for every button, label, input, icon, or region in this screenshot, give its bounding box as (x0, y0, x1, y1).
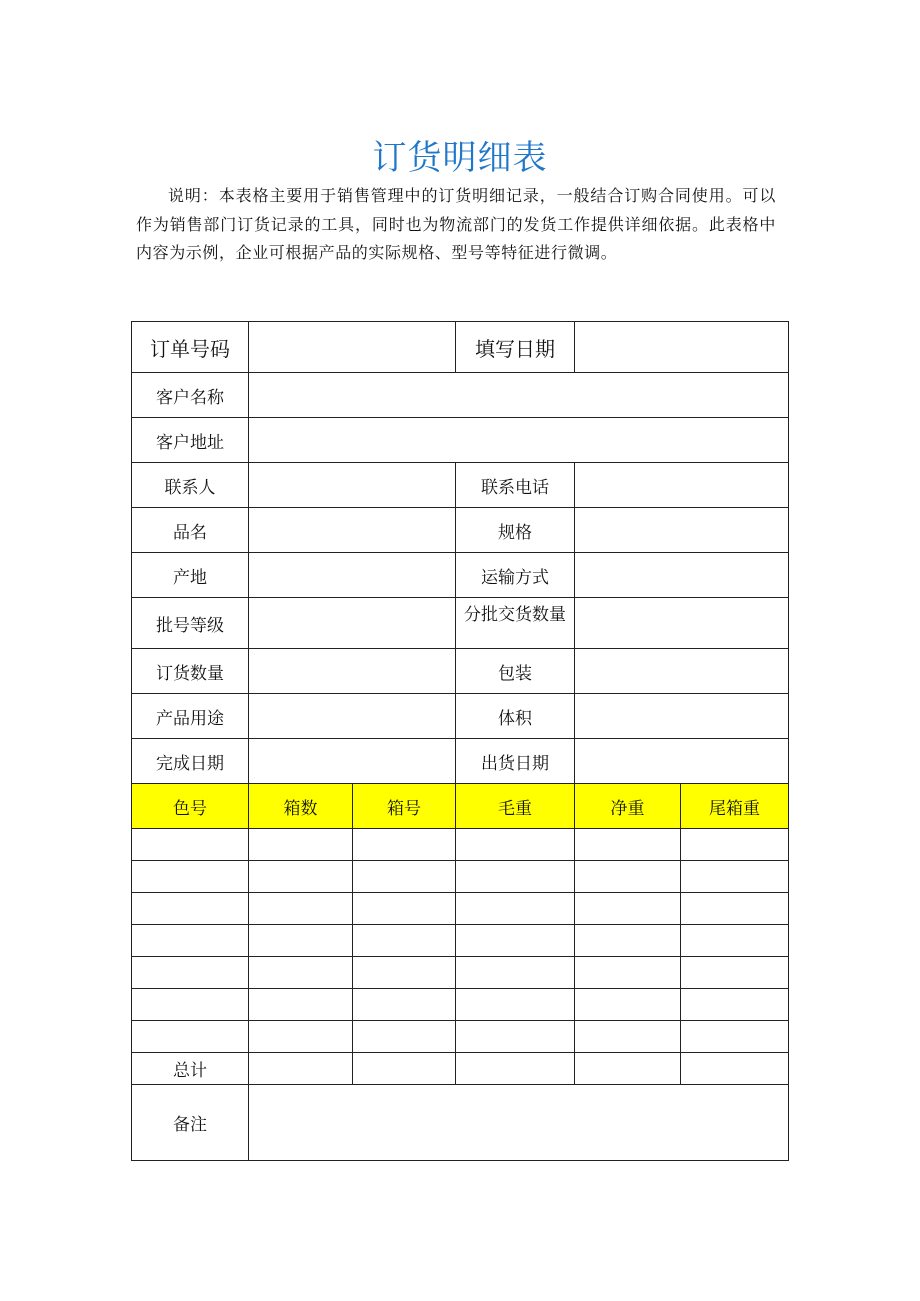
detail-cell[interactable] (681, 957, 789, 989)
total-cell[interactable] (681, 1053, 789, 1085)
detail-cell[interactable] (132, 829, 249, 861)
detail-cell[interactable] (353, 893, 456, 925)
contact-phone-label: 联系电话 (456, 463, 575, 508)
detail-cell[interactable] (353, 989, 456, 1021)
detail-row (132, 829, 789, 861)
detail-cell[interactable] (575, 1021, 681, 1053)
detail-cell[interactable] (575, 829, 681, 861)
column-header: 箱数 (249, 784, 353, 829)
column-header: 箱号 (353, 784, 456, 829)
total-label: 总计 (132, 1053, 249, 1085)
ship-date-label: 出货日期 (456, 739, 575, 784)
completion-date-field[interactable] (249, 739, 456, 784)
detail-cell[interactable] (132, 957, 249, 989)
detail-row (132, 893, 789, 925)
total-row (132, 1053, 789, 1085)
detail-cell[interactable] (575, 957, 681, 989)
ship-date-field[interactable] (575, 739, 789, 784)
shipping-method-field[interactable] (575, 553, 789, 598)
detail-cell[interactable] (575, 861, 681, 893)
detail-cell[interactable] (575, 893, 681, 925)
column-header: 净重 (575, 784, 681, 829)
detail-cell[interactable] (249, 893, 353, 925)
batch-grade-field[interactable] (249, 598, 456, 649)
detail-cell[interactable] (132, 989, 249, 1021)
detail-cell[interactable] (681, 829, 789, 861)
detail-cell[interactable] (132, 925, 249, 957)
detail-cell[interactable] (681, 989, 789, 1021)
batch-grade-label: 批号等级 (132, 598, 249, 649)
detail-cell[interactable] (353, 957, 456, 989)
detail-cell[interactable] (132, 893, 249, 925)
customer-address-label: 客户地址 (132, 418, 249, 463)
detail-cell[interactable] (353, 829, 456, 861)
detail-cell[interactable] (353, 925, 456, 957)
customer-name-label: 客户名称 (132, 373, 249, 418)
packaging-label: 包装 (456, 649, 575, 694)
detail-cell[interactable] (249, 925, 353, 957)
detail-cell[interactable] (456, 989, 575, 1021)
detail-cell[interactable] (353, 1021, 456, 1053)
total-cell[interactable] (249, 1053, 353, 1085)
detail-cell[interactable] (681, 925, 789, 957)
contact-person-label: 联系人 (132, 463, 249, 508)
detail-header-row (132, 784, 789, 829)
order-qty-label: 订货数量 (132, 649, 249, 694)
shipping-method-label: 运输方式 (456, 553, 575, 598)
detail-cell[interactable] (456, 829, 575, 861)
volume-field[interactable] (575, 694, 789, 739)
detail-cell[interactable] (681, 1021, 789, 1053)
detail-cell[interactable] (456, 957, 575, 989)
detail-row (132, 861, 789, 893)
total-cell[interactable] (353, 1053, 456, 1085)
spec-label: 规格 (456, 508, 575, 553)
order-number-field[interactable] (249, 322, 456, 373)
origin-label: 产地 (132, 553, 249, 598)
column-header: 尾箱重 (681, 784, 789, 829)
product-name-field[interactable] (249, 508, 456, 553)
usage-label: 产品用途 (132, 694, 249, 739)
detail-row (132, 957, 789, 989)
detail-cell[interactable] (456, 925, 575, 957)
origin-field[interactable] (249, 553, 456, 598)
order-number-label: 订单号码 (132, 322, 249, 373)
description: 说明：本表格主要用于销售管理中的订货明细记录，一般结合订购合同使用。可以作为销售部门订货记录的工具，同时也为物流部门的发货工作提供详细依据。此表格中内容为示例，企业可根据产品的实际规格、型号等特征进行微调。 (136, 186, 776, 262)
batch-delivery-qty-label: 分批交货数量 (456, 598, 575, 649)
column-header: 毛重 (456, 784, 575, 829)
detail-cell[interactable] (353, 861, 456, 893)
order-detail-table (131, 321, 789, 1161)
usage-field[interactable] (249, 694, 456, 739)
detail-cell[interactable] (681, 893, 789, 925)
detail-cell[interactable] (249, 861, 353, 893)
detail-cell[interactable] (681, 861, 789, 893)
volume-label: 体积 (456, 694, 575, 739)
fill-date-label: 填写日期 (456, 322, 575, 373)
detail-row (132, 989, 789, 1021)
fill-date-field[interactable] (575, 322, 789, 373)
packaging-field[interactable] (575, 649, 789, 694)
remarks-label: 备注 (132, 1085, 249, 1161)
detail-cell[interactable] (132, 1021, 249, 1053)
contact-person-field[interactable] (249, 463, 456, 508)
total-cell[interactable] (575, 1053, 681, 1085)
total-cell[interactable] (456, 1053, 575, 1085)
batch-delivery-qty-field[interactable] (575, 598, 789, 649)
order-qty-field[interactable] (249, 649, 456, 694)
detail-cell[interactable] (249, 989, 353, 1021)
page-title: 订货明细表 (372, 138, 548, 178)
detail-cell[interactable] (249, 829, 353, 861)
detail-cell[interactable] (575, 925, 681, 957)
detail-cell[interactable] (249, 1021, 353, 1053)
detail-cell[interactable] (132, 861, 249, 893)
product-name-label: 品名 (132, 508, 249, 553)
spec-field[interactable] (575, 508, 789, 553)
detail-cell[interactable] (456, 1021, 575, 1053)
detail-cell[interactable] (456, 893, 575, 925)
detail-cell[interactable] (249, 957, 353, 989)
detail-cell[interactable] (456, 861, 575, 893)
customer-address-field[interactable] (249, 418, 789, 463)
column-header: 色号 (132, 784, 249, 829)
detail-cell[interactable] (575, 989, 681, 1021)
remarks-field[interactable] (249, 1085, 789, 1161)
detail-row (132, 1021, 789, 1053)
detail-rows (132, 829, 789, 1053)
detail-row (132, 925, 789, 957)
customer-name-field[interactable] (249, 373, 789, 418)
completion-date-label: 完成日期 (132, 739, 249, 784)
contact-phone-field[interactable] (575, 463, 789, 508)
